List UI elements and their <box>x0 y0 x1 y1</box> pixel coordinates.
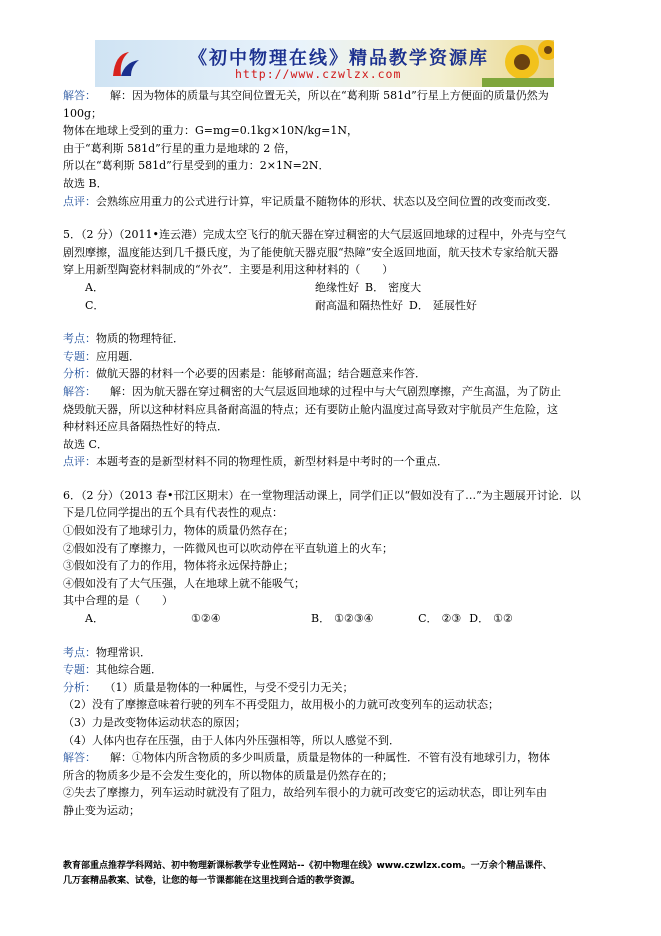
q6-analysis-line: 分析： （1）质量是物体的一种属性，与受不受引力无关； <box>63 680 354 694</box>
q6-question: 其中合理的是（ ） <box>63 594 173 608</box>
analysis-label: 分析： <box>63 367 96 381</box>
q6-analysis-line: （3）力是改变物体运动状态的原因； <box>63 716 246 729</box>
q5-option-d-text: 延展性好 <box>432 298 477 312</box>
header-banner <box>95 40 554 87</box>
q4-answer-line: 物体在地球上受到的重力：G=mg=0.1kg×10N/kg=1N， <box>63 124 358 138</box>
q6-stem: 下是几位同学提出的五个具有代表性的观点： <box>63 506 283 520</box>
q5-option-b-text: 密度大 <box>388 280 422 294</box>
banner-title: 《初中物理在线》精品教学资源库 <box>189 48 489 69</box>
q5-point: 考点：物质的物理特征． <box>63 332 184 346</box>
comment-label: 点评： <box>63 455 96 469</box>
q6-option-d-label: D． <box>469 612 490 626</box>
q6-stem: 6．（2 分）（2013 春•邗江区期末）在一堂物理活动课上，同学们正以“假如没有了…”为主题展开讨论．以 <box>63 488 581 502</box>
site-logo-icon <box>109 48 143 80</box>
q6-answer-line: 静止变为运动； <box>63 803 140 817</box>
topic-label: 专题： <box>63 663 96 677</box>
q4-comment: 点评：会熟练应用重力的公式进行计算，牢记质量不随物体的形状、状态以及空间位置的改变而改变． <box>63 194 558 208</box>
q6-option-b-label: B． <box>311 612 331 626</box>
q6-option-d-text: ①② <box>493 612 513 626</box>
document-body <box>63 87 583 820</box>
q5-option-b-label: B． <box>365 280 385 294</box>
answer-label: 解答： <box>63 751 96 765</box>
q6-answer-line: ②失去了摩擦力，列车运动时就没有了阻力，故给列车很小的力就可改变它的运动状态，即让列车由 <box>63 786 547 800</box>
page-footer <box>63 859 623 889</box>
q4-answer-line: 由于“葛利斯 581d”行星的重力是地球的 2 倍， <box>63 141 296 155</box>
q6-option-a-text: ①②④ <box>191 612 221 626</box>
q5-option-a-text: 绝缘性好 <box>315 280 359 294</box>
q5-option-c-label: C． <box>85 298 105 312</box>
q5-stem: 5．（2 分）（2011•连云港）完成太空飞行的航天器在穿过稠密的大气层返回地球的过程中，外壳与空气 <box>63 228 566 242</box>
q4-answer-line: 所以在“葛利斯 581d”行星受到的重力：2×1N=2N． <box>63 159 330 173</box>
sunflower-icon <box>482 40 554 87</box>
q6-option-a-label: A． <box>85 612 104 626</box>
q5-option-d-label: D． <box>409 298 429 312</box>
q5-analysis: 分析：做航天器的材料一个必要的因素是：能够耐高温；结合题意来作答． <box>63 367 426 381</box>
answer-label: 解答： <box>63 89 96 102</box>
q5-topic: 专题：应用题． <box>63 349 140 363</box>
comment-label: 点评： <box>63 194 96 208</box>
analysis-label: 分析： <box>63 680 96 694</box>
q5-answer-line: 烧毁航天器，所以这种材料应具备耐高温的特点；还有要防止舱内温度过高导致对宇航员产生危险，这 <box>63 402 558 416</box>
q6-item: ①假如没有了地球引力，物体的质量仍然存在； <box>63 524 294 538</box>
q5-answer-line: 种材料还应具备隔热性好的特点． <box>63 420 228 434</box>
q5-stem: 穿上用新型陶瓷材料制成的“外衣”．主要是利用这种材料的（ ） <box>63 263 394 277</box>
q6-item: ②假如没有了摩擦力，一阵微风也可以吹动停在平直轨道上的火车； <box>63 541 393 555</box>
q6-option-b-text: ①②③④ <box>334 612 374 626</box>
q5-option-a-label: A． <box>85 280 104 294</box>
q5-answer-line: 故选 C． <box>63 437 108 451</box>
q4-answer-line: 故选 B． <box>63 176 108 190</box>
q6-point: 考点：物理常识． <box>63 645 151 659</box>
q5-stem: 剧烈摩擦，温度能达到几千摄氏度，为了能使航天器克服“热障”安全返回地面，航天技术专家给航天器 <box>63 245 559 259</box>
q6-option-c-text: ②③ <box>441 612 462 626</box>
point-label: 考点： <box>63 645 96 659</box>
banner-url: http://www.czwlzx.com <box>235 67 402 81</box>
footer-line: 几万套精品教案、试卷，让您的每一节课都能在这里找到合适的教学资源。 <box>63 876 361 886</box>
q6-analysis-line: （2）没有了摩擦意味着行驶的列车不再受阻力，故用极小的力就可改变列车的运动状态； <box>63 698 499 712</box>
footer-line: 教育部重点推荐学科网站、初中物理新课标教学专业性网站--《初中物理在线》www.czwlzx.com。一万余个精品课件、 <box>63 861 552 871</box>
q5-options-row-1 <box>63 279 583 297</box>
q6-item: ④假如没有了大气压强，人在地球上就不能吸气； <box>63 576 305 590</box>
q6-item: ③假如没有了力的作用，物体将永远保持静止； <box>63 559 294 573</box>
q6-answer-line: 解答： 解：①物体内所含物质的多少叫质量，质量是物体的一种属性．不管有没有地球引力，物体 <box>63 751 550 765</box>
q5-comment: 点评：本题考查的是新型材料不同的物理性质，新型材料是中考时的一个重点． <box>63 455 448 469</box>
q5-options-row-2 <box>63 297 583 315</box>
point-label: 考点： <box>63 332 96 346</box>
q6-topic: 专题：其他综合题． <box>63 663 162 677</box>
topic-label: 专题： <box>63 349 96 363</box>
q6-analysis-line: （4）人体内也存在压强，由于人体内外压强相等，所以人感觉不到． <box>63 733 400 747</box>
q5-option-c-text: 耐高温和隔热性好 <box>315 298 403 312</box>
answer-label: 解答： <box>63 384 96 398</box>
q6-answer-line: 所含的物质多少是不会发生变化的，所以物体的质量是仍然存在的； <box>63 768 393 782</box>
q4-answer-line: 100g； <box>63 106 103 120</box>
q6-options-row <box>63 610 583 628</box>
q4-answer-line: 解答： 解：因为物体的质量与其空间位置无关，所以在“葛利斯 581d”行星上方便面的质量仍然为 <box>63 89 549 102</box>
q5-answer-line: 解答： 解：因为航天器在穿过稠密的大气层返回地球的过程中与大气剧烈摩擦，产生高温，为了防止 <box>63 384 561 398</box>
q6-option-c-label: C． <box>418 612 438 626</box>
